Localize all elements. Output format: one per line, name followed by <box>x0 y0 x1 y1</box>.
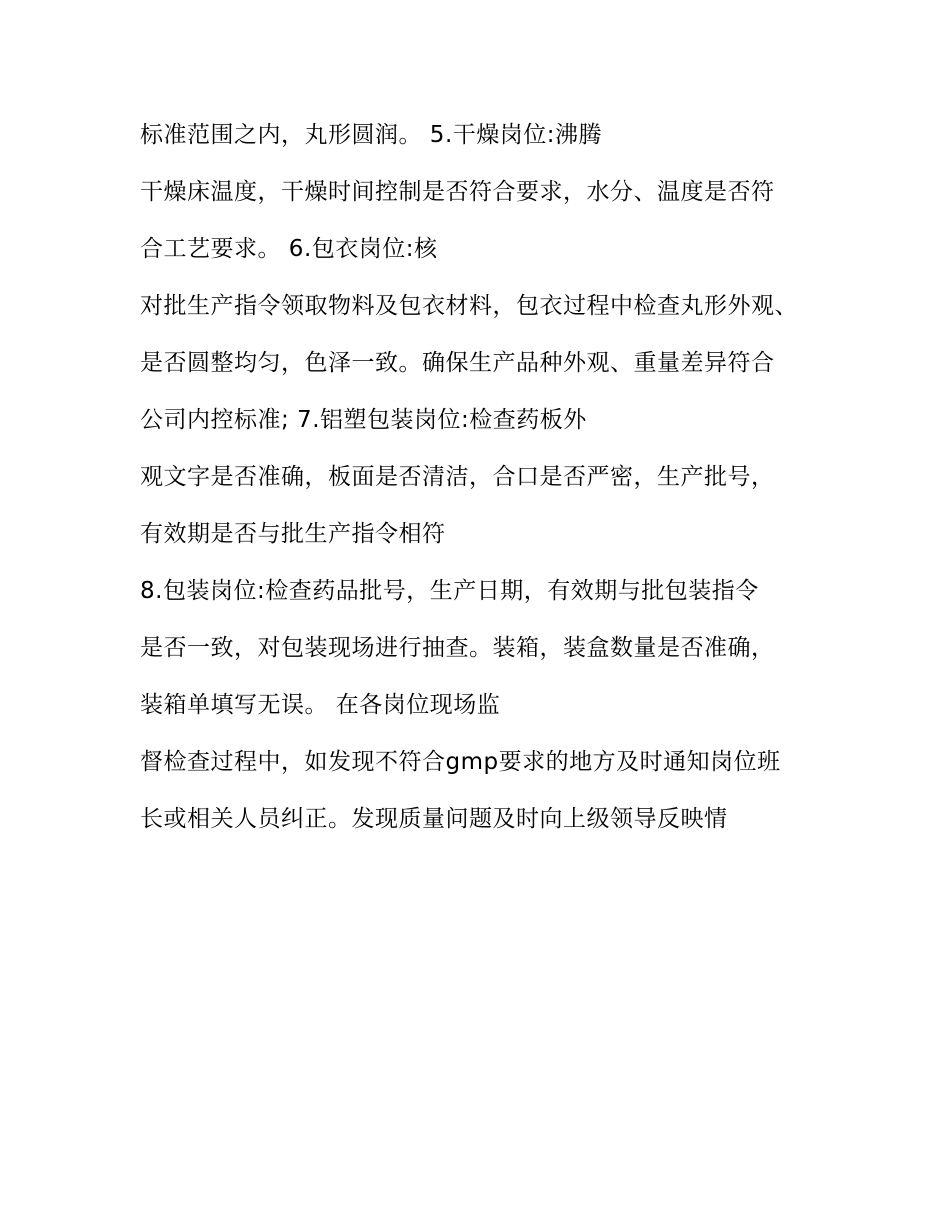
paragraph: 标准范围之内，丸形圆润。 5.干燥岗位:沸腾 <box>140 122 603 148</box>
paragraph: 是否圆整均匀，色泽一致。确保生产品种外观、重量差异符合 <box>140 350 775 376</box>
paragraph: 是否一致，对包装现场进行抽查。装箱，装盒数量是否准确， <box>140 635 775 661</box>
paragraph: 干燥床温度，干燥时间控制是否符合要求，水分、温度是否符 <box>140 179 775 205</box>
paragraph: 公司内控标准; 7.铝塑包装岗位:检查药板外 <box>140 407 587 433</box>
paragraph: 8.包装岗位:检查药品批号，生产日期，有效期与批包装指令 <box>140 578 759 604</box>
paragraph: 观文字是否准确，板面是否清洁，合口是否严密，生产批号， <box>140 464 775 490</box>
paragraph: 长或相关人员纠正。发现质量问题及时向上级领导反映情 <box>140 806 728 832</box>
paragraph: 装箱单填写无误。 在各岗位现场监 <box>140 692 501 718</box>
paragraph: 合工艺要求。 6.包衣岗位:核 <box>140 236 438 262</box>
body-text <box>140 116 820 857</box>
paragraph: 督检查过程中，如发现不符合gmp要求的地方及时通知岗位班 <box>140 749 781 775</box>
paragraph: 对批生产指令领取物料及包衣材料，包衣过程中检查丸形外观、 <box>140 293 798 319</box>
paragraph: 有效期是否与批生产指令相符 <box>140 521 446 547</box>
